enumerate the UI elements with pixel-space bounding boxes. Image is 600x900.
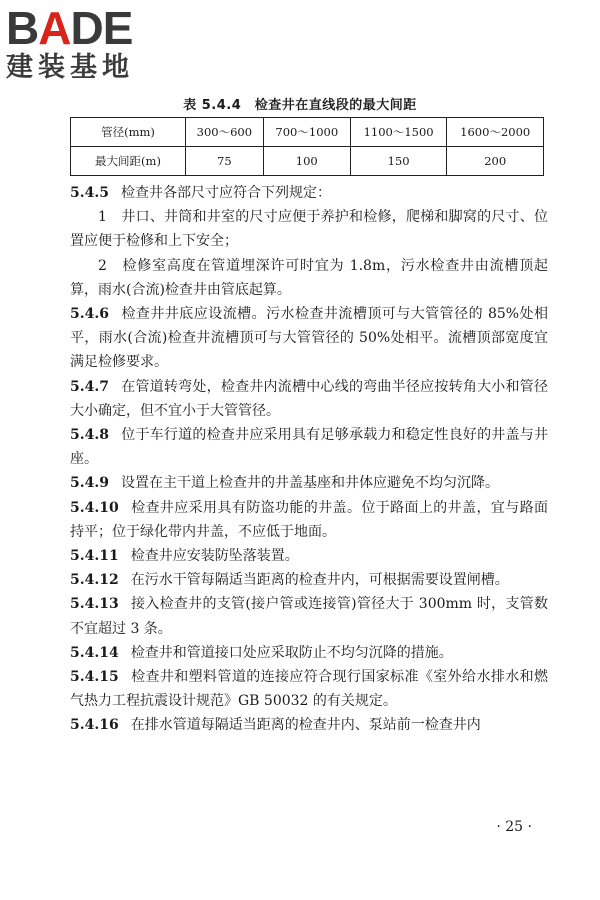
table-cell: 700～1000 (263, 118, 350, 147)
clause-5-4-7: 5.4.7 在管道转弯处，检查井内流槽中心线的弯曲半径应按转角大小和管径大小确定，但不宜小于大管管径。 (70, 378, 548, 419)
page-number: · 25 · (496, 819, 532, 835)
table-cell: 1100～1500 (350, 118, 447, 147)
table-cell: 管径(mm) (71, 118, 186, 147)
clause-5-4-6: 5.4.6 检查井井底应设流槽。污水检查井流槽顶可与大管管径的 85%处相平，雨水(合流)检查井流槽顶可与大管管径的 50%处相平。流槽顶部宽度宜满足检修要求。 (70, 306, 548, 371)
logo-subtitle: 建装基地 (6, 52, 134, 83)
clause-5-4-9: 5.4.9 设置在主干道上检查井的井盖基座和井体应避免不均匀沉降。 (70, 475, 499, 492)
clause-5-4-15: 5.4.15 检查井和塑料管道的连接应符合现行国家标准《室外给水排水和燃气热力工程抗震设计规范》GB 50032 的有关规定。 (70, 669, 548, 710)
table-cell: 1600～2000 (447, 118, 544, 147)
table-cell: 100 (263, 147, 350, 176)
table-cell: 150 (350, 147, 447, 176)
table-cell: 300～600 (186, 118, 264, 147)
clause-5-4-14: 5.4.14 检查井和管道接口处应采取防止不均匀沉降的措施。 (70, 644, 453, 661)
clause-5-4-16: 5.4.16 在排水管道每隔适当距离的检查井内、泵站前一检查井内 (70, 717, 481, 734)
table-title: 表 5.4.4 检查井在直线段的最大间距 (183, 98, 417, 113)
clause-5-4-5: 5.4.5 检查井各部尺寸应符合下列规定： (70, 185, 331, 201)
table-row (71, 118, 544, 147)
body-text (70, 181, 548, 738)
clause-5-4-12: 5.4.12 在污水干管每隔适当距离的检查井内，可根据需要设置闸槽。 (70, 572, 509, 589)
spacing-table (70, 117, 544, 176)
table-row (71, 147, 544, 176)
clause-5-4-8: 5.4.8 位于车行道的检查井应采用具有足够承载力和稳定性良好的井盖与井座。 (70, 427, 548, 468)
table-cell: 75 (186, 147, 264, 176)
bade-logo (6, 4, 196, 83)
clause-item-2: 2 检修室高度在管道埋深许可时宜为 1.8m，污水检查井由流槽顶起算，雨水(合流)检查井由管底起算。 (70, 257, 548, 298)
table-cell: 最大间距(m) (71, 147, 186, 176)
clause-5-4-10: 5.4.10 检查井应采用具有防盗功能的井盖。位于路面上的井盖，宜与路面持平；位于绿化带内井盖，不应低于地面。 (70, 499, 548, 540)
clause-5-4-11: 5.4.11 检查井应安装防坠落装置。 (70, 548, 299, 565)
logo-wordmark: BADE (6, 2, 133, 54)
clause-item-1: 1 井口、井筒和井室的尺寸应便于养护和检修，爬梯和脚窝的尺寸、位置应便于检修和上下安全； (70, 209, 548, 250)
clause-5-4-13: 5.4.13 接入检查井的支管(接户管或连接管)管径大于 300mm 时，支管数不宜超过 3 条。 (70, 596, 548, 637)
table-cell: 200 (447, 147, 544, 176)
